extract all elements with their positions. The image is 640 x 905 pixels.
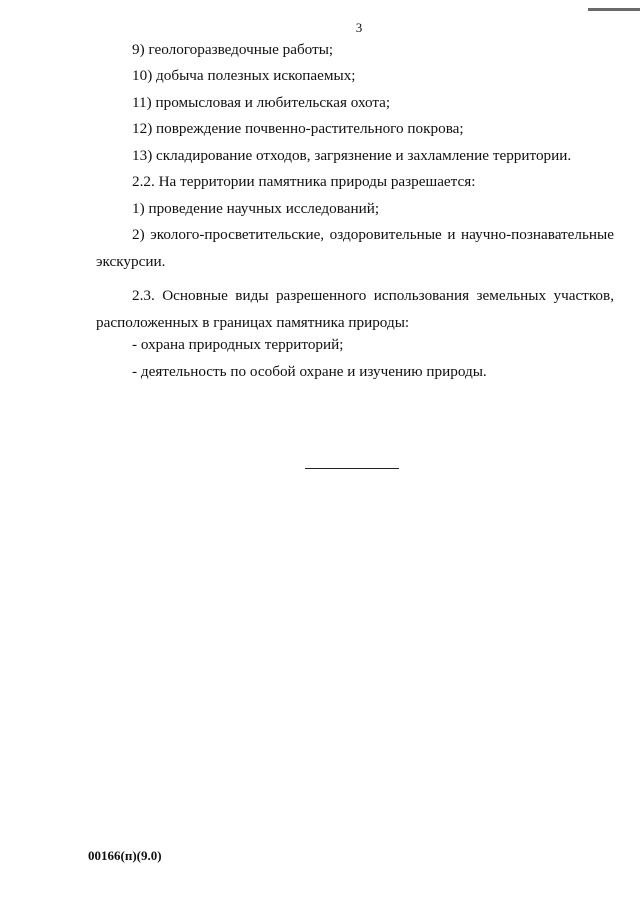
page-number: 3 bbox=[355, 20, 363, 35]
end-divider-line bbox=[305, 468, 399, 469]
section-2-3-heading: 2.3. Основные виды разрешенного использования земельных участков, расположенных в границах памятника природы: bbox=[96, 287, 614, 331]
section-2-3-item-1: - охрана природных территорий; bbox=[132, 336, 344, 353]
list-item-prohibited-9: 9) геологоразведочные работы; bbox=[132, 41, 334, 58]
list-item-prohibited-11: 11) промысловая и любительская охота; bbox=[132, 94, 391, 111]
list-item-prohibited-10: 10) добыча полезных ископаемых; bbox=[132, 67, 356, 84]
section-2-2-item-2: 2) эколого-просветительские, оздоровительные и научно-познавательные экскурсии. bbox=[96, 226, 614, 270]
scan-corner-mark bbox=[588, 8, 640, 11]
list-item-prohibited-13: 13) складирование отходов, загрязнение и захламление территории. bbox=[132, 147, 572, 164]
document-code: 00166(п)(9.0) bbox=[88, 848, 162, 863]
section-2-2-item-1: 1) проведение научных исследований; bbox=[132, 200, 380, 217]
section-2-2-heading: 2.2. На территории памятника природы разрешается: bbox=[132, 173, 476, 190]
section-2-3-item-2: - деятельность по особой охране и изучению природы. bbox=[132, 363, 487, 380]
list-item-prohibited-12: 12) повреждение почвенно-растительного покрова; bbox=[132, 120, 464, 137]
